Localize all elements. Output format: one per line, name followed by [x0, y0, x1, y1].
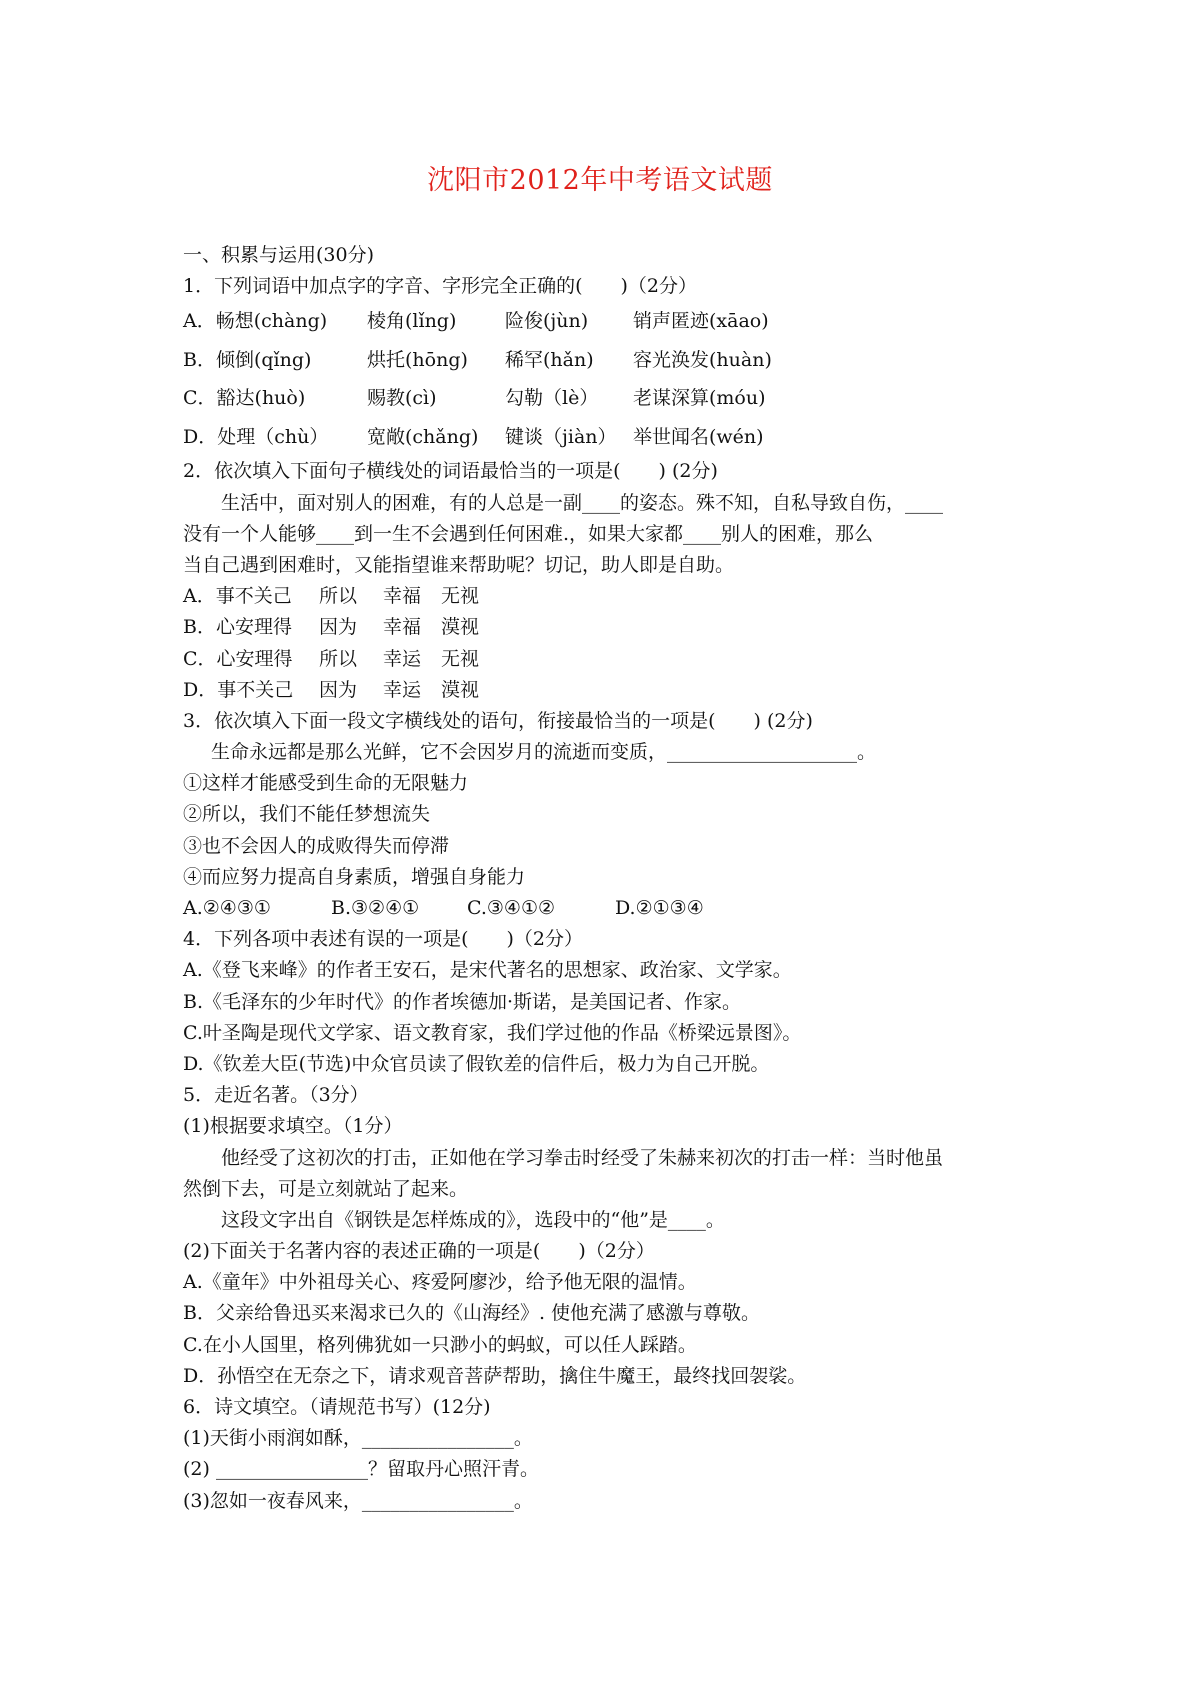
q3-item-2: ②所以，我们不能任梦想流失 — [183, 803, 431, 826]
exam-content — [183, 240, 1063, 1517]
q1-a-word-2: 棱角(lǐng) — [367, 310, 457, 333]
q3-item-1: ①这样才能感受到生命的无限魅力 — [183, 772, 469, 795]
question-1-stem: 1．下列词语中加点字的字音、字形完全正确的( )（2分） — [183, 275, 698, 298]
q4-option-b: B.《毛泽东的少年时代》的作者埃德加·斯诺，是美国记者、作家。 — [183, 990, 742, 1013]
q2-option-d — [183, 675, 1063, 706]
q1-b-word-1: B．倾倒(qǐng) — [183, 348, 312, 371]
question-4-stem: 4．下列各项中表述有误的一项是( )（2分） — [183, 928, 584, 951]
q2-a-1: A．事不关己 — [183, 585, 292, 608]
q2-c-1: C．心安理得 — [183, 647, 293, 670]
q1-a-word-1: A．畅想(chàng) — [183, 310, 328, 333]
q1-c-word-2: 赐教(cì) — [367, 387, 437, 410]
q2-a-3: 幸福 — [383, 585, 422, 608]
q3-option-d: D.②①③④ — [615, 897, 704, 919]
q5-passage-line-3: 这段文字出自《钢铁是怎样炼成的》，选段中的“他”是____。 — [221, 1208, 725, 1231]
q6-item-1: (1)天街小雨润如酥，________________。 — [183, 1427, 533, 1450]
q1-d-word-3: 键谈（jiàn） — [505, 425, 617, 448]
q5-option-a: A.《童年》中外祖母关心、疼爱阿廖沙，给予他无限的温情。 — [183, 1271, 697, 1294]
q3-option-a: A.②④③① — [183, 897, 271, 919]
q1-a-word-3: 险俊(jùn) — [505, 310, 589, 333]
q2-passage-line-3: 当自己遇到困难时，又能指望谁来帮助呢？切记，助人即是自助。 — [183, 553, 735, 576]
question-3-stem: 3．依次填入下面一段文字横线处的语句，衔接最恰当的一项是( ) (2分) — [183, 709, 813, 732]
q2-d-3: 幸运 — [383, 678, 422, 701]
q4-option-c: C.叶圣陶是现代文学家、语文教育家，我们学过他的作品《桥梁远景图》。 — [183, 1021, 802, 1044]
q2-option-c — [183, 644, 1063, 675]
section-heading: 一、积累与运用(30分) — [183, 244, 375, 266]
q1-a-word-4: 销声匿迹(xāao) — [633, 310, 769, 333]
q2-c-4: 无视 — [441, 647, 480, 670]
q2-a-4: 无视 — [441, 585, 480, 608]
q5-sub-2: (2)下面关于名著内容的表述正确的一项是( )（2分） — [183, 1240, 655, 1263]
question-2-stem: 2．依次填入下面句子横线处的词语最恰当的一项是( ) (2分) — [183, 460, 718, 483]
q1-option-a — [183, 302, 1063, 341]
q2-d-2: 因为 — [319, 678, 358, 701]
q1-option-c — [183, 379, 1063, 418]
q2-c-3: 幸运 — [383, 647, 422, 670]
q5-option-c: C.在小人国里，格列佛犹如一只渺小的蚂蚁，可以任人踩踏。 — [183, 1333, 697, 1356]
q3-passage: 生命永远都是那么光鲜，它不会因岁月的流逝而变质，____________________。 — [211, 741, 877, 764]
q6-item-2: (2) ________________？留取丹心照汗青。 — [183, 1458, 539, 1481]
q2-b-1: B．心安理得 — [183, 616, 292, 639]
q2-b-3: 幸福 — [383, 616, 422, 639]
page-title: 沈阳市2012年中考语文试题 — [427, 165, 773, 196]
q5-option-d: D．孙悟空在无奈之下，请求观音菩萨帮助，擒住牛魔王，最终找回袈裟。 — [183, 1364, 807, 1387]
q2-d-4: 漠视 — [441, 678, 480, 701]
q1-b-word-2: 烘托(hōng) — [367, 348, 468, 371]
q4-option-d: D.《钦差大臣(节选)中众官员读了假钦差的信件后，极力为自己开脱。 — [183, 1052, 770, 1075]
q1-b-word-3: 稀罕(hǎn) — [505, 348, 594, 371]
question-1-options — [183, 302, 1063, 456]
q1-c-word-3: 勾勒（lè） — [505, 387, 599, 410]
question-6-stem: 6．诗文填空。（请规范书写）(12分) — [183, 1396, 491, 1418]
q1-option-b — [183, 341, 1063, 380]
q5-option-b: B．父亲给鲁迅买来渴求已久的《山海经》. 使他充满了感激与尊敬。 — [183, 1302, 761, 1325]
q1-d-word-1: D．处理（chù） — [183, 425, 329, 448]
q5-passage-line-2: 然倒下去，可是立刻就站了起来。 — [183, 1177, 469, 1200]
q2-b-4: 漠视 — [441, 616, 480, 639]
q1-c-word-4: 老谋深算(móu) — [633, 387, 766, 410]
q2-d-1: D．事不关己 — [183, 678, 294, 701]
q5-passage-line-1: 他经受了这初次的打击，正如他在学习拳击时经受了朱赫来初次的打击一样：当时他虽 — [221, 1146, 944, 1169]
q2-passage-line-1: 生活中，面对别人的困难，有的人总是一副____的姿态。殊不知，自私导致自伤，____ — [221, 491, 944, 514]
q3-option-c: C.③④①② — [467, 897, 556, 919]
q1-d-word-2: 宽敞(chǎng) — [367, 425, 479, 448]
q1-c-word-1: C．豁达(huò) — [183, 387, 306, 410]
q2-b-2: 因为 — [319, 616, 358, 639]
q2-a-2: 所以 — [319, 585, 358, 608]
q1-option-d — [183, 418, 1063, 457]
q2-option-b — [183, 612, 1063, 643]
q1-b-word-4: 容光涣发(huàn) — [633, 348, 772, 371]
question-5-stem: 5．走近名著。（3分） — [183, 1084, 369, 1107]
q2-passage-line-2: 没有一个人能够____到一生不会遇到任何困难.，如果大家都____别人的困难，那么 — [183, 522, 874, 545]
q2-c-2: 所以 — [319, 647, 358, 670]
q1-d-word-4: 举世闻名(wén) — [633, 425, 764, 448]
q3-option-b: B.③②④① — [331, 897, 420, 919]
q3-item-4: ④而应努力提高自身素质，增强自身能力 — [183, 865, 526, 888]
q4-option-a: A.《登飞来峰》的作者王安石，是宋代著名的思想家、政治家、文学家。 — [183, 959, 792, 982]
q5-sub-1: (1)根据要求填空。（1分） — [183, 1115, 403, 1138]
q3-options — [183, 893, 1063, 924]
q3-item-3: ③也不会因人的成败得失而停滞 — [183, 834, 450, 857]
q6-item-3: (3)忽如一夜春风来，________________。 — [183, 1489, 533, 1512]
q2-option-a — [183, 581, 1063, 612]
